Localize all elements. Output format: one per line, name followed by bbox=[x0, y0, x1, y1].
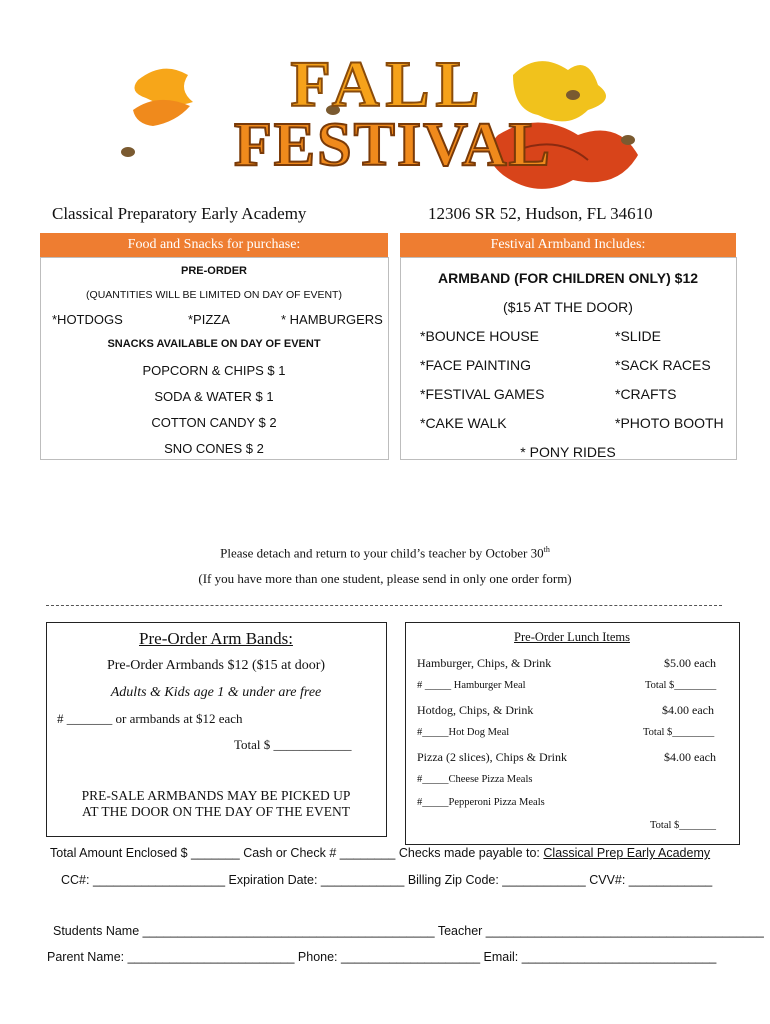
student-teacher-line[interactable]: Students Name __________________________________________ Teacher ________________________________________ bbox=[53, 924, 764, 938]
activity-photo-booth: *PHOTO BOOTH bbox=[615, 415, 724, 431]
payment-line[interactable]: Total Amount Enclosed $ _______ Cash or Check # ________ Checks made payable to: Classical Prep Early Academy bbox=[50, 846, 711, 860]
parent-contact-line[interactable]: Parent Name: ________________________ Phone: ____________________ Email: ____________________________ bbox=[47, 950, 717, 964]
lunch-pizza-item: Pizza (2 slices), Chips & Drink bbox=[417, 750, 567, 764]
lunch-hamburger-item: Hamburger, Chips, & Drink bbox=[417, 656, 552, 670]
lunch-total-field[interactable]: Total $_______ bbox=[650, 820, 717, 831]
activity-cake-walk: *CAKE WALK bbox=[420, 415, 507, 431]
lunch-pepperoni-pizza-qty[interactable]: #_____Pepperoni Pizza Meals bbox=[417, 797, 545, 808]
logo-line2: FESTIVAL bbox=[233, 111, 553, 179]
school-address: 12306 SR 52, Hudson, FL 34610 bbox=[428, 204, 653, 223]
lunch-hotdog-total[interactable]: Total $________ bbox=[643, 727, 715, 738]
lunch-cheese-pizza-qty[interactable]: #_____Cheese Pizza Meals bbox=[417, 774, 533, 785]
activity-slide: *SLIDE bbox=[615, 328, 661, 344]
food-item-pizza: *PIZZA bbox=[188, 312, 230, 327]
armband-title: Festival Armband Includes: bbox=[400, 233, 736, 257]
food-item-hotdogs: *HOTDOGS bbox=[52, 312, 123, 327]
armband-preorder-price: Pre-Order Armbands $12 ($15 at door) bbox=[106, 658, 326, 673]
snack-popcorn: POPCORN & CHIPS $ 1 bbox=[142, 363, 286, 378]
activity-crafts: *CRAFTS bbox=[615, 386, 677, 402]
lunch-hamburger-qty[interactable]: # _____ Hamburger Meal bbox=[417, 680, 526, 691]
preorder-armband-title: Pre-Order Arm Bands: bbox=[139, 629, 293, 648]
quantities-note: (QUANTITIES WILL BE LIMITED ON DAY OF EVENT) bbox=[86, 289, 342, 301]
snack-soda: SODA & WATER $ 1 bbox=[154, 389, 274, 404]
activity-bounce-house: *BOUNCE HOUSE bbox=[420, 328, 540, 344]
card-info-line[interactable]: CC#: ___________________ Expiration Date: ____________ Billing Zip Code: ____________ CVV#: ____________ bbox=[61, 873, 713, 887]
activity-festival-games: *FESTIVAL GAMES bbox=[420, 386, 545, 402]
activity-sack-races: *SACK RACES bbox=[615, 357, 711, 373]
fall-festival-logo bbox=[118, 40, 658, 205]
lunch-pizza-price: $4.00 each bbox=[664, 750, 716, 764]
lunch-hotdog-qty[interactable]: #_____Hot Dog Meal bbox=[417, 727, 510, 738]
one-form-note: (If you have more than one student, please send in only one order form) bbox=[198, 571, 572, 586]
free-admission-note: Adults & Kids age 1 & under are free bbox=[110, 685, 322, 700]
armband-door-price: ($15 AT THE DOOR) bbox=[503, 299, 633, 315]
detach-line bbox=[46, 605, 722, 606]
return-instructions: Please detach and return to your child’s teacher by October 30th bbox=[220, 545, 550, 561]
lunch-hotdog-item: Hotdog, Chips, & Drink bbox=[417, 703, 534, 717]
activity-face-painting: *FACE PAINTING bbox=[420, 357, 531, 373]
lunch-hotdog-price: $4.00 each bbox=[662, 703, 714, 717]
school-name: Classical Preparatory Early Academy bbox=[52, 204, 307, 223]
pickup-note-line1: PRE-SALE ARMBANDS MAY BE PICKED UP bbox=[81, 788, 351, 803]
snacks-heading: SNACKS AVAILABLE ON DAY OF EVENT bbox=[107, 338, 321, 350]
snack-cotton-candy: COTTON CANDY $ 2 bbox=[151, 415, 277, 430]
logo-line1: FALL bbox=[290, 48, 486, 121]
armband-quantity-field[interactable]: # _______ or armbands at $12 each bbox=[57, 711, 243, 726]
food-item-hamburgers: * HAMBURGERS bbox=[281, 312, 383, 327]
pickup-note-line2: AT THE DOOR ON THE DAY OF THE EVENT bbox=[81, 804, 350, 819]
lunch-hamburger-total[interactable]: Total $________ bbox=[645, 680, 717, 691]
preorder-heading: PRE-ORDER bbox=[180, 265, 247, 277]
food-title: Food and Snacks for purchase: bbox=[40, 233, 388, 257]
armband-price: ARMBAND (FOR CHILDREN ONLY) $12 bbox=[437, 270, 699, 286]
payable-to: Classical Prep Early Academy bbox=[543, 846, 711, 860]
lunch-hamburger-price: $5.00 each bbox=[664, 656, 716, 670]
lunch-title: Pre-Order Lunch Items bbox=[514, 630, 630, 644]
leaf-icon bbox=[133, 69, 193, 126]
activity-pony-rides: * PONY RIDES bbox=[520, 444, 616, 460]
snack-sno-cones: SNO CONES $ 2 bbox=[164, 441, 264, 456]
armband-total-field[interactable]: Total $ ____________ bbox=[234, 737, 352, 752]
